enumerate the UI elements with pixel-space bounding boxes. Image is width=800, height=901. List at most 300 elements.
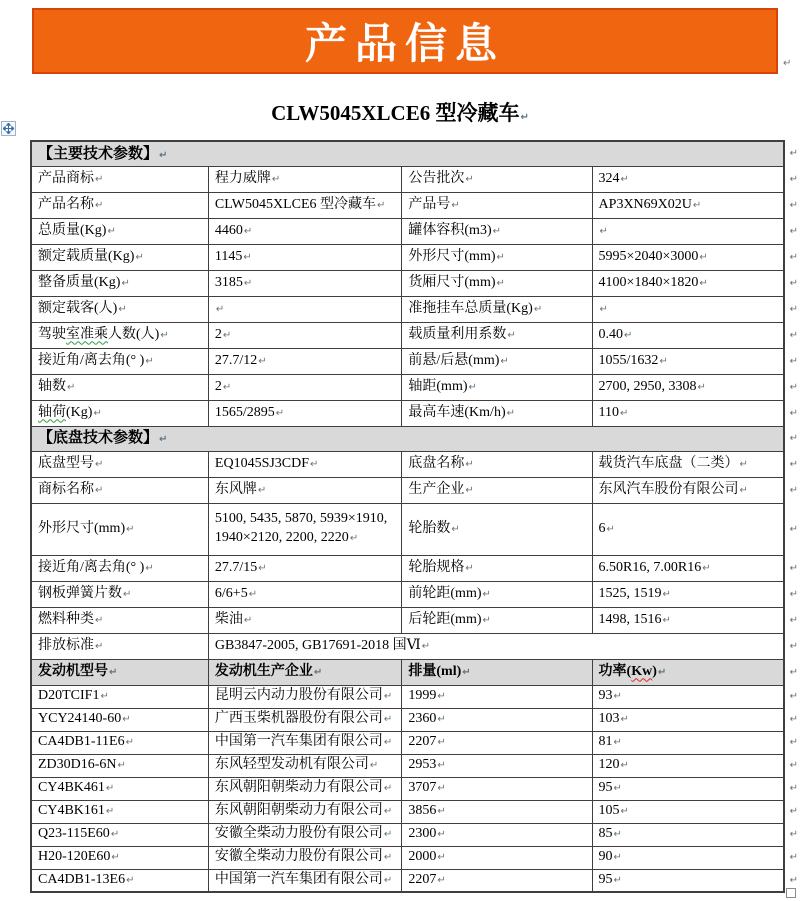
cell-end-mark: ↵ [95,458,104,470]
param-label-cell: YCY24140-60↵ [31,708,208,731]
cell-end-mark: ↵ [482,588,491,600]
param-value-cell: 1498, 1516↵ [592,607,784,633]
cell-end-mark: ↵ [437,691,446,703]
cell-end-mark: ↵ [599,303,608,315]
cell-end-mark: ↵ [95,614,104,626]
end-of-row-mark [784,823,799,846]
spellcheck-green-underline: 轴荷 [38,404,66,420]
end-of-row-mark [784,218,799,244]
param-label-cell: 底盘名称↵ [402,451,592,477]
cell-end-mark: ↵ [465,562,474,574]
param-value-cell: 27.7/15↵ [208,555,401,581]
cell-end-mark: ↵ [383,806,393,818]
paragraph-mark: ↵ [789,303,798,315]
table-row [31,348,799,374]
param-value-cell: 324↵ [592,166,784,192]
param-label-cell: 底盘型号↵ [31,451,208,477]
param-label-cell: CA4DB1-13E6↵ [31,869,208,892]
banner [32,8,778,74]
param-value-cell: 1055/1632↵ [592,348,784,374]
cell-end-mark: ↵ [275,407,285,419]
cell-end-mark: ↵ [95,640,104,652]
table-row [31,426,799,451]
param-value-cell: 110↵ [592,400,784,426]
end-of-row-mark [784,374,799,400]
param-value-cell: 3185↵ [208,270,401,296]
table-row [31,270,799,296]
cell-end-mark: ↵ [95,173,104,185]
end-of-row-mark [784,400,799,426]
cell-end-mark: ↵ [613,852,622,864]
end-of-row-mark [784,708,799,731]
cell-end-mark: ↵ [310,458,319,470]
param-value-cell: 103↵ [592,708,784,731]
param-value-cell: 东风牌↵ [208,477,401,503]
cell-end-mark: ↵ [599,225,608,237]
param-label-cell: 公告批次↵ [402,166,592,192]
paragraph-mark: ↵ [789,523,798,535]
paragraph-mark: ↵ [789,251,798,263]
cell-end-mark: ↵ [159,434,168,446]
cell-end-mark: ↵ [271,173,281,185]
end-of-row-mark [784,777,799,800]
paragraph-mark: ↵ [789,783,798,795]
cell-end-mark: ↵ [383,852,393,864]
param-label-cell: 2207↵ [402,869,592,892]
param-label-cell: 接近角/离去角(° )↵ [31,348,208,374]
paragraph-mark: ↵ [789,562,798,574]
cell-end-mark: ↵ [105,806,115,818]
cell-end-mark: ↵ [613,691,622,703]
param-label-cell: 轮胎规格↵ [402,555,592,581]
param-value-cell: AP3XN69X02U↵ [592,192,784,218]
cell-end-mark: ↵ [145,355,154,367]
param-label-cell: Q23-115E60↵ [31,823,208,846]
param-value-cell [592,296,784,322]
param-label-cell: 额定载质量(Kg)↵ [31,244,208,270]
param-label-cell: 轴数↵ [31,374,208,400]
end-of-row-mark [784,141,799,166]
param-value-cell: 2700, 2950, 3308↵ [592,374,784,400]
table-row [31,477,799,503]
param-label-cell: 准拖挂车总质量(Kg)↵ [402,296,592,322]
cell-end-mark: ↵ [100,691,109,703]
end-of-row-mark [784,731,799,754]
paragraph-mark: ↵ [520,112,529,123]
table-row [31,244,799,270]
param-value-cell: 东风汽车股份有限公司↵ [592,477,784,503]
table-row [31,374,799,400]
param-label-cell: CY4BK161↵ [31,800,208,823]
paragraph-mark: ↵ [789,852,798,864]
cell-end-mark: ↵ [349,533,359,544]
param-label-cell: D20TCIF1↵ [31,685,208,708]
table-row [31,503,799,555]
spec-table [30,140,800,893]
cell-end-mark: ↵ [465,484,474,496]
cell-end-mark: ↵ [506,407,515,419]
cell-end-mark: ↵ [107,225,116,237]
param-label-cell: 前悬/后悬(mm)↵ [402,348,592,374]
cell-end-mark: ↵ [492,225,501,237]
end-of-row-mark [784,270,799,296]
table-row [31,731,799,754]
column-header-cell: 发动机生产企业↵ [208,659,401,685]
table-row [31,633,799,659]
cell-end-mark: ↵ [699,277,708,289]
param-value-cell: 东风朝阳朝柴动力有限公司↵ [208,777,401,800]
param-value-cell: 5100, 5435, 5870, 5939×1910, 1940×2120, 2200, 2220↵ [208,503,401,555]
cell-end-mark: ↵ [437,852,446,864]
paragraph-mark: ↵ [789,407,798,419]
cell-end-mark: ↵ [739,484,748,496]
cell-end-mark: ↵ [613,783,622,795]
cell-end-mark: ↵ [496,277,505,289]
cell-end-mark: ↵ [613,829,622,841]
paragraph-mark: ↵ [789,199,798,211]
param-label-cell: 2207↵ [402,731,592,754]
end-of-row-mark [784,244,799,270]
cell-end-mark: ↵ [533,303,543,315]
paragraph-mark: ↵ [789,484,798,496]
param-value-cell: 安徽全柴动力股份有限公司↵ [208,823,401,846]
cell-end-mark: ↵ [67,381,76,393]
cell-end-mark: ↵ [383,783,393,795]
cell-end-mark: ↵ [122,714,131,726]
paragraph-mark: ↵ [789,458,798,470]
cell-end-mark: ↵ [662,614,671,626]
param-value-cell [592,218,784,244]
cell-end-mark: ↵ [243,251,252,263]
paragraph-mark: ↵ [789,277,798,289]
param-label-cell: 罐体容积(m3)↵ [402,218,592,244]
cell-end-mark: ↵ [462,666,471,678]
end-of-row-mark [784,800,799,823]
table-row [31,685,799,708]
param-label-cell: 驾驶室准乘人数(人)↵ [31,322,208,348]
cell-end-mark: ↵ [437,783,446,795]
cell-end-mark: ↵ [383,714,393,726]
param-label-cell: ZD30D16-6N↵ [31,754,208,777]
param-label-cell: 产品商标↵ [31,166,208,192]
end-of-row-mark [784,503,799,555]
param-label-cell: 2000↵ [402,846,592,869]
cell-end-mark: ↵ [437,874,446,886]
cell-end-mark: ↵ [95,484,104,496]
param-value-cell: CLW5045XLCE6 型冷藏车↵ [208,192,401,218]
param-value-cell: EQ1045SJ3CDF↵ [208,451,401,477]
cell-end-mark: ↵ [659,355,668,367]
param-value-cell: 4100×1840×1820↵ [592,270,784,296]
cell-end-mark: ↵ [160,329,169,341]
param-label-cell: 轴距(mm)↵ [402,374,592,400]
cell-end-mark: ↵ [377,199,386,211]
param-label-cell: 外形尺寸(mm)↵ [31,503,208,555]
cell-end-mark: ↵ [662,588,671,600]
cell-end-mark: ↵ [248,588,258,600]
end-of-row-mark [784,607,799,633]
paragraph-mark: ↵ [789,329,798,341]
param-label-cell: 燃料种类↵ [31,607,208,633]
cell-end-mark: ↵ [215,303,225,315]
column-header-cell: 排量(ml)↵ [402,659,592,685]
paragraph-mark: ↵ [789,737,798,749]
param-label-cell: 3707↵ [402,777,592,800]
table-row [31,659,799,685]
cell-end-mark: ↵ [258,355,267,367]
param-label-cell: CY4BK461↵ [31,777,208,800]
cell-end-mark: ↵ [692,199,702,211]
cell-end-mark: ↵ [126,523,135,535]
cell-end-mark: ↵ [105,783,115,795]
table-row [31,451,799,477]
end-of-row-mark [784,633,799,659]
param-value-cell: 2↵ [208,322,401,348]
param-label-cell: 前轮距(mm)↵ [402,581,592,607]
paragraph-mark: ↵ [789,806,798,818]
cell-end-mark: ↵ [222,381,232,393]
cell-end-mark: ↵ [468,381,477,393]
cell-end-mark: ↵ [118,303,127,315]
paragraph-mark: ↵ [789,714,798,726]
end-of-row-mark [784,581,799,607]
table-row [31,708,799,731]
cell-end-mark: ↵ [620,806,629,818]
cell-end-mark: ↵ [421,640,431,652]
section-header-cell: 【底盘技术参数】↵ [31,426,784,451]
table-move-handle-icon[interactable] [1,121,16,136]
cell-end-mark: ↵ [620,714,629,726]
cell-end-mark: ↵ [243,614,253,626]
end-of-row-mark [784,296,799,322]
table-row [31,192,799,218]
cell-end-mark: ↵ [383,737,393,749]
cell-end-mark: ↵ [369,760,379,772]
param-label-cell: 轴荷(Kg)↵ [31,400,208,426]
param-label-cell: 外形尺寸(mm)↵ [402,244,592,270]
param-value-cell: 柴油↵ [208,607,401,633]
param-value-cell: 中国第一汽车集团有限公司↵ [208,731,401,754]
cell-end-mark: ↵ [697,381,706,393]
param-label-cell: 生产企业↵ [402,477,592,503]
param-value-cell: 4460↵ [208,218,401,244]
cell-end-mark: ↵ [257,484,267,496]
spellcheck-green-underline: 室准乘 [66,326,108,342]
param-value-cell: 120↵ [592,754,784,777]
param-label-cell: 货厢尺寸(mm)↵ [402,270,592,296]
param-label-cell: 1999↵ [402,685,592,708]
cell-end-mark: ↵ [383,874,393,886]
end-of-row-mark [784,322,799,348]
param-value-cell: 载货汽车底盘（二类）↵ [592,451,784,477]
param-value-cell: 0.40↵ [592,322,784,348]
paragraph-mark: ↵ [789,173,798,185]
paragraph-mark: ↵ [789,829,798,841]
table-row [31,141,799,166]
cell-end-mark: ↵ [507,329,516,341]
param-label-cell: 接近角/离去角(° )↵ [31,555,208,581]
table-row [31,296,799,322]
param-value-cell [208,296,401,322]
cell-end-mark: ↵ [111,852,120,864]
cell-end-mark: ↵ [482,614,491,626]
cell-end-mark: ↵ [123,588,132,600]
param-label-cell: CA4DB1-11E6↵ [31,731,208,754]
param-value-cell: 85↵ [592,823,784,846]
param-label-cell: 2953↵ [402,754,592,777]
param-label-cell: 2360↵ [402,708,592,731]
paragraph-mark: ↵ [783,58,792,69]
cell-end-mark: ↵ [243,277,253,289]
paragraph-mark: ↵ [789,148,798,160]
table-resize-handle-icon[interactable] [786,888,796,898]
table-row [31,607,799,633]
param-label-cell: 3856↵ [402,800,592,823]
cell-end-mark: ↵ [465,458,474,470]
cell-end-mark: ↵ [437,829,446,841]
param-value-cell: GB3847-2005, GB17691-2018 国Ⅵ↵ [208,633,783,659]
param-value-cell: 安徽全柴动力股份有限公司↵ [208,846,401,869]
cell-end-mark: ↵ [624,329,633,341]
cell-end-mark: ↵ [95,199,104,211]
param-label-cell: 2300↵ [402,823,592,846]
table-row [31,823,799,846]
cell-end-mark: ↵ [383,829,393,841]
paragraph-mark: ↵ [789,640,798,652]
param-value-cell: 中国第一汽车集团有限公司↵ [208,869,401,892]
end-of-row-mark [784,754,799,777]
end-of-row-mark [784,166,799,192]
paragraph-mark: ↵ [789,355,798,367]
paragraph-mark: ↵ [789,433,798,445]
spec-table-body [31,141,799,892]
cell-end-mark: ↵ [739,458,748,470]
param-value-cell: 东风轻型发动机有限公司↵ [208,754,401,777]
cell-end-mark: ↵ [465,173,474,185]
param-value-cell: 95↵ [592,777,784,800]
cell-end-mark: ↵ [606,523,615,535]
column-header-cell: 功率(Kw)↵ [592,659,784,685]
param-value-cell: 广西玉柴机器股份有限公司↵ [208,708,401,731]
table-row [31,800,799,823]
param-label-cell: 整备质量(Kg)↵ [31,270,208,296]
paragraph-mark: ↵ [789,760,798,772]
spellcheck-red-underline: Kw [631,663,653,679]
table-row [31,777,799,800]
param-value-cell: 81↵ [592,731,784,754]
param-label-cell: 最高车速(Km/h)↵ [402,400,592,426]
banner-title: 产品信息 [304,20,505,67]
cell-end-mark: ↵ [613,737,622,749]
cell-end-mark: ↵ [500,355,509,367]
cell-end-mark: ↵ [620,760,629,772]
paragraph-mark: ↵ [789,225,798,237]
param-value-cell: 昆明云内动力股份有限公司↵ [208,685,401,708]
table-row [31,322,799,348]
cell-end-mark: ↵ [657,666,667,678]
end-of-row-mark [784,659,799,685]
cell-end-mark: ↵ [437,806,446,818]
cell-end-mark: ↵ [109,666,118,678]
cell-end-mark: ↵ [437,714,446,726]
paragraph-mark: ↵ [789,614,798,626]
param-value-cell: 5995×2040×3000↵ [592,244,784,270]
param-label-cell: 商标名称↵ [31,477,208,503]
paragraph-mark: ↵ [789,875,798,887]
param-label-cell: 后轮距(mm)↵ [402,607,592,633]
table-row [31,754,799,777]
end-of-row-mark [784,685,799,708]
table-row [31,846,799,869]
table-row [31,218,799,244]
cell-end-mark: ↵ [110,829,120,841]
param-label-cell: 额定载客(人)↵ [31,296,208,322]
paragraph-mark: ↵ [789,381,798,393]
cell-end-mark: ↵ [620,407,629,419]
param-label-cell: 排放标准↵ [31,633,208,659]
param-label-cell: H20-120E60↵ [31,846,208,869]
cell-end-mark: ↵ [702,562,711,574]
param-label-cell: 总质量(Kg)↵ [31,218,208,244]
param-value-cell: 1525, 1519↵ [592,581,784,607]
param-value-cell: 1145↵ [208,244,401,270]
cell-end-mark: ↵ [699,251,708,263]
cell-end-mark: ↵ [383,691,393,703]
cell-end-mark: ↵ [135,251,144,263]
param-label-cell: 产品号↵ [402,192,592,218]
end-of-row-mark [784,477,799,503]
section-header-cell: 【主要技术参数】↵ [31,141,784,166]
column-header-cell: 发动机型号↵ [31,659,208,685]
param-value-cell: 6/6+5↵ [208,581,401,607]
page-title: CLW5045XLCE6 型冷藏车↵ [271,101,529,125]
end-of-row-mark [784,451,799,477]
cell-end-mark: ↵ [620,173,629,185]
end-of-row-mark [784,426,799,451]
table-row [31,400,799,426]
cell-end-mark: ↵ [243,225,253,237]
param-value-cell: 6.50R16, 7.00R16↵ [592,555,784,581]
param-value-cell: 27.7/12↵ [208,348,401,374]
param-value-cell: 2↵ [208,374,401,400]
cell-end-mark: ↵ [117,760,126,772]
table-row [31,581,799,607]
cell-end-mark: ↵ [125,737,134,749]
cell-end-mark: ↵ [93,407,102,419]
table-row [31,869,799,892]
cell-end-mark: ↵ [258,562,267,574]
param-value-cell: 90↵ [592,846,784,869]
param-value-cell: 东风朝阳朝柴动力有限公司↵ [208,800,401,823]
end-of-row-mark [784,192,799,218]
param-label-cell: 钢板弹簧片数↵ [31,581,208,607]
param-value-cell: 程力威牌↵ [208,166,401,192]
cell-end-mark: ↵ [437,737,446,749]
param-value-cell: 93↵ [592,685,784,708]
cell-end-mark: ↵ [451,199,460,211]
param-label-cell: 产品名称↵ [31,192,208,218]
param-label-cell: 轮胎数↵ [402,503,592,555]
table-row [31,555,799,581]
cell-end-mark: ↵ [159,149,168,161]
cell-end-mark: ↵ [126,874,135,886]
cell-end-mark: ↵ [121,277,130,289]
param-value-cell: 6↵ [592,503,784,555]
cell-end-mark: ↵ [613,874,622,886]
cell-end-mark: ↵ [222,329,232,341]
paragraph-mark: ↵ [789,588,798,600]
end-of-row-mark [784,348,799,374]
